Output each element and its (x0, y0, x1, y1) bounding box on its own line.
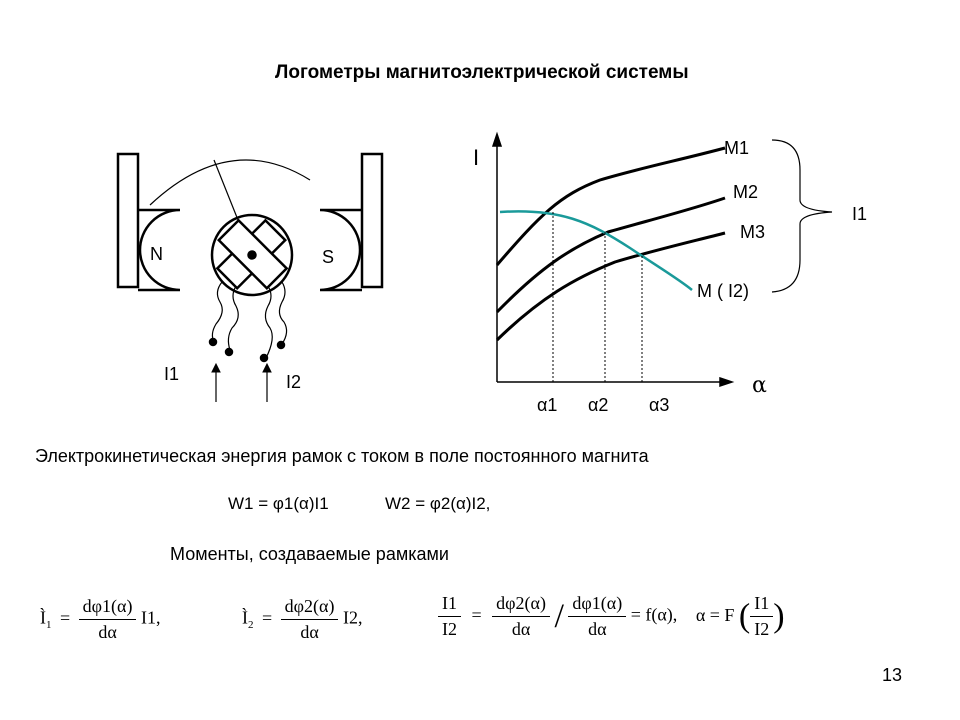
brace-label: I1 (852, 204, 868, 224)
curve-m3-label: M3 (740, 222, 766, 242)
ratio-b-num: dφ1(α) (568, 593, 626, 617)
pole-south-label: S (322, 247, 335, 267)
y-axis-arrow (493, 134, 501, 146)
arrow-i2-head (263, 364, 271, 372)
ratio-den: I2 (442, 619, 457, 639)
lead-wire-4 (279, 282, 286, 344)
x-tick-alpha1: α1 (537, 395, 558, 415)
magnet-right-bar (362, 154, 382, 287)
curve-m2 (497, 198, 725, 312)
curve-m1 (497, 148, 725, 265)
m2-lhs: Ì (242, 607, 248, 628)
ratiometer-device (118, 154, 382, 402)
ratio-a-num: dφ2(α) (492, 593, 550, 617)
graph-labels (473, 138, 867, 415)
formula-ratio: $\frac{I1}{I2}$ = $\frac{d\varphi 2(\alpha)}{d\alpha}$ / $\frac{d\varphi 1(\alpha)}{d\alpha}$ = f(α), α = F ( $\frac{I1}{I2}$ ) (438, 593, 785, 640)
m2-sub: 2 (248, 619, 254, 632)
energy-w1: W1 = φ1(α)I1 (228, 494, 329, 513)
x-tick-alpha3: α3 (649, 395, 670, 415)
y-axis-label: I (473, 145, 480, 170)
F-den: I2 (754, 619, 770, 639)
magnet-left-bar (118, 154, 138, 287)
moments-text: Моменты, создаваемые рамками (170, 544, 449, 564)
page-title: Логометры магнитоэлектрической системы (275, 62, 689, 83)
ratio-b-den: dα (588, 619, 607, 639)
m1-num: dφ1(α) (79, 596, 137, 620)
x-axis-arrow (720, 378, 732, 386)
curly-brace (772, 140, 832, 292)
formula-m2: $Ì_2$ = $\frac{d\varphi 2(\alpha)}{d\alpha}$ I2, (242, 596, 363, 642)
energy-text: Электрокинетическая энергия рамок с током в поле постоянного магнита (35, 446, 649, 466)
terminal-4 (278, 342, 284, 348)
current-i1-label: I1 (164, 364, 180, 384)
current-i2-label: I2 (286, 372, 302, 392)
page-number: 13 (881, 665, 902, 685)
curve-m1-label: M1 (724, 138, 750, 158)
m2-den: dα (300, 622, 319, 642)
curve-counter (500, 211, 692, 290)
characteristic-graph (493, 134, 832, 386)
axis-dot (249, 252, 256, 259)
formula-m1: $Ì_1$ = $\frac{d\varphi 1(\alpha)}{d\alpha}$ I1, (40, 596, 161, 642)
lead-wire-3 (265, 286, 272, 358)
energy-w2: W2 = φ2(α)I2, (385, 494, 491, 513)
curve-m3 (497, 233, 725, 340)
pole-north-label: N (150, 244, 163, 264)
m2-rhs: I2, (342, 607, 363, 628)
ratio-result: = f(α), (630, 604, 678, 625)
x-axis-label: α (752, 373, 767, 398)
m1-rhs: I1, (140, 607, 161, 628)
x-tick-alpha2: α2 (588, 395, 609, 415)
curve-m2-label: M2 (733, 182, 759, 202)
m2-num: dφ2(α) (281, 596, 339, 620)
arrow-i1-head (212, 364, 220, 372)
ratio-num: I1 (438, 593, 461, 617)
m1-sub: 1 (46, 619, 52, 632)
terminal-1 (210, 339, 216, 345)
m1-den: dα (98, 622, 117, 642)
counter-curve-label: M ( I2) (697, 281, 749, 301)
lead-wire-1 (212, 282, 222, 342)
scale-arc (150, 160, 310, 205)
m1-lhs: Ì (40, 607, 46, 628)
lead-wire-2 (228, 286, 238, 350)
F-num: I1 (750, 593, 773, 617)
terminal-2 (226, 349, 232, 355)
alpha-eq: α = F (695, 604, 735, 625)
ratio-a-den: dα (511, 619, 531, 639)
terminal-3 (261, 355, 267, 361)
